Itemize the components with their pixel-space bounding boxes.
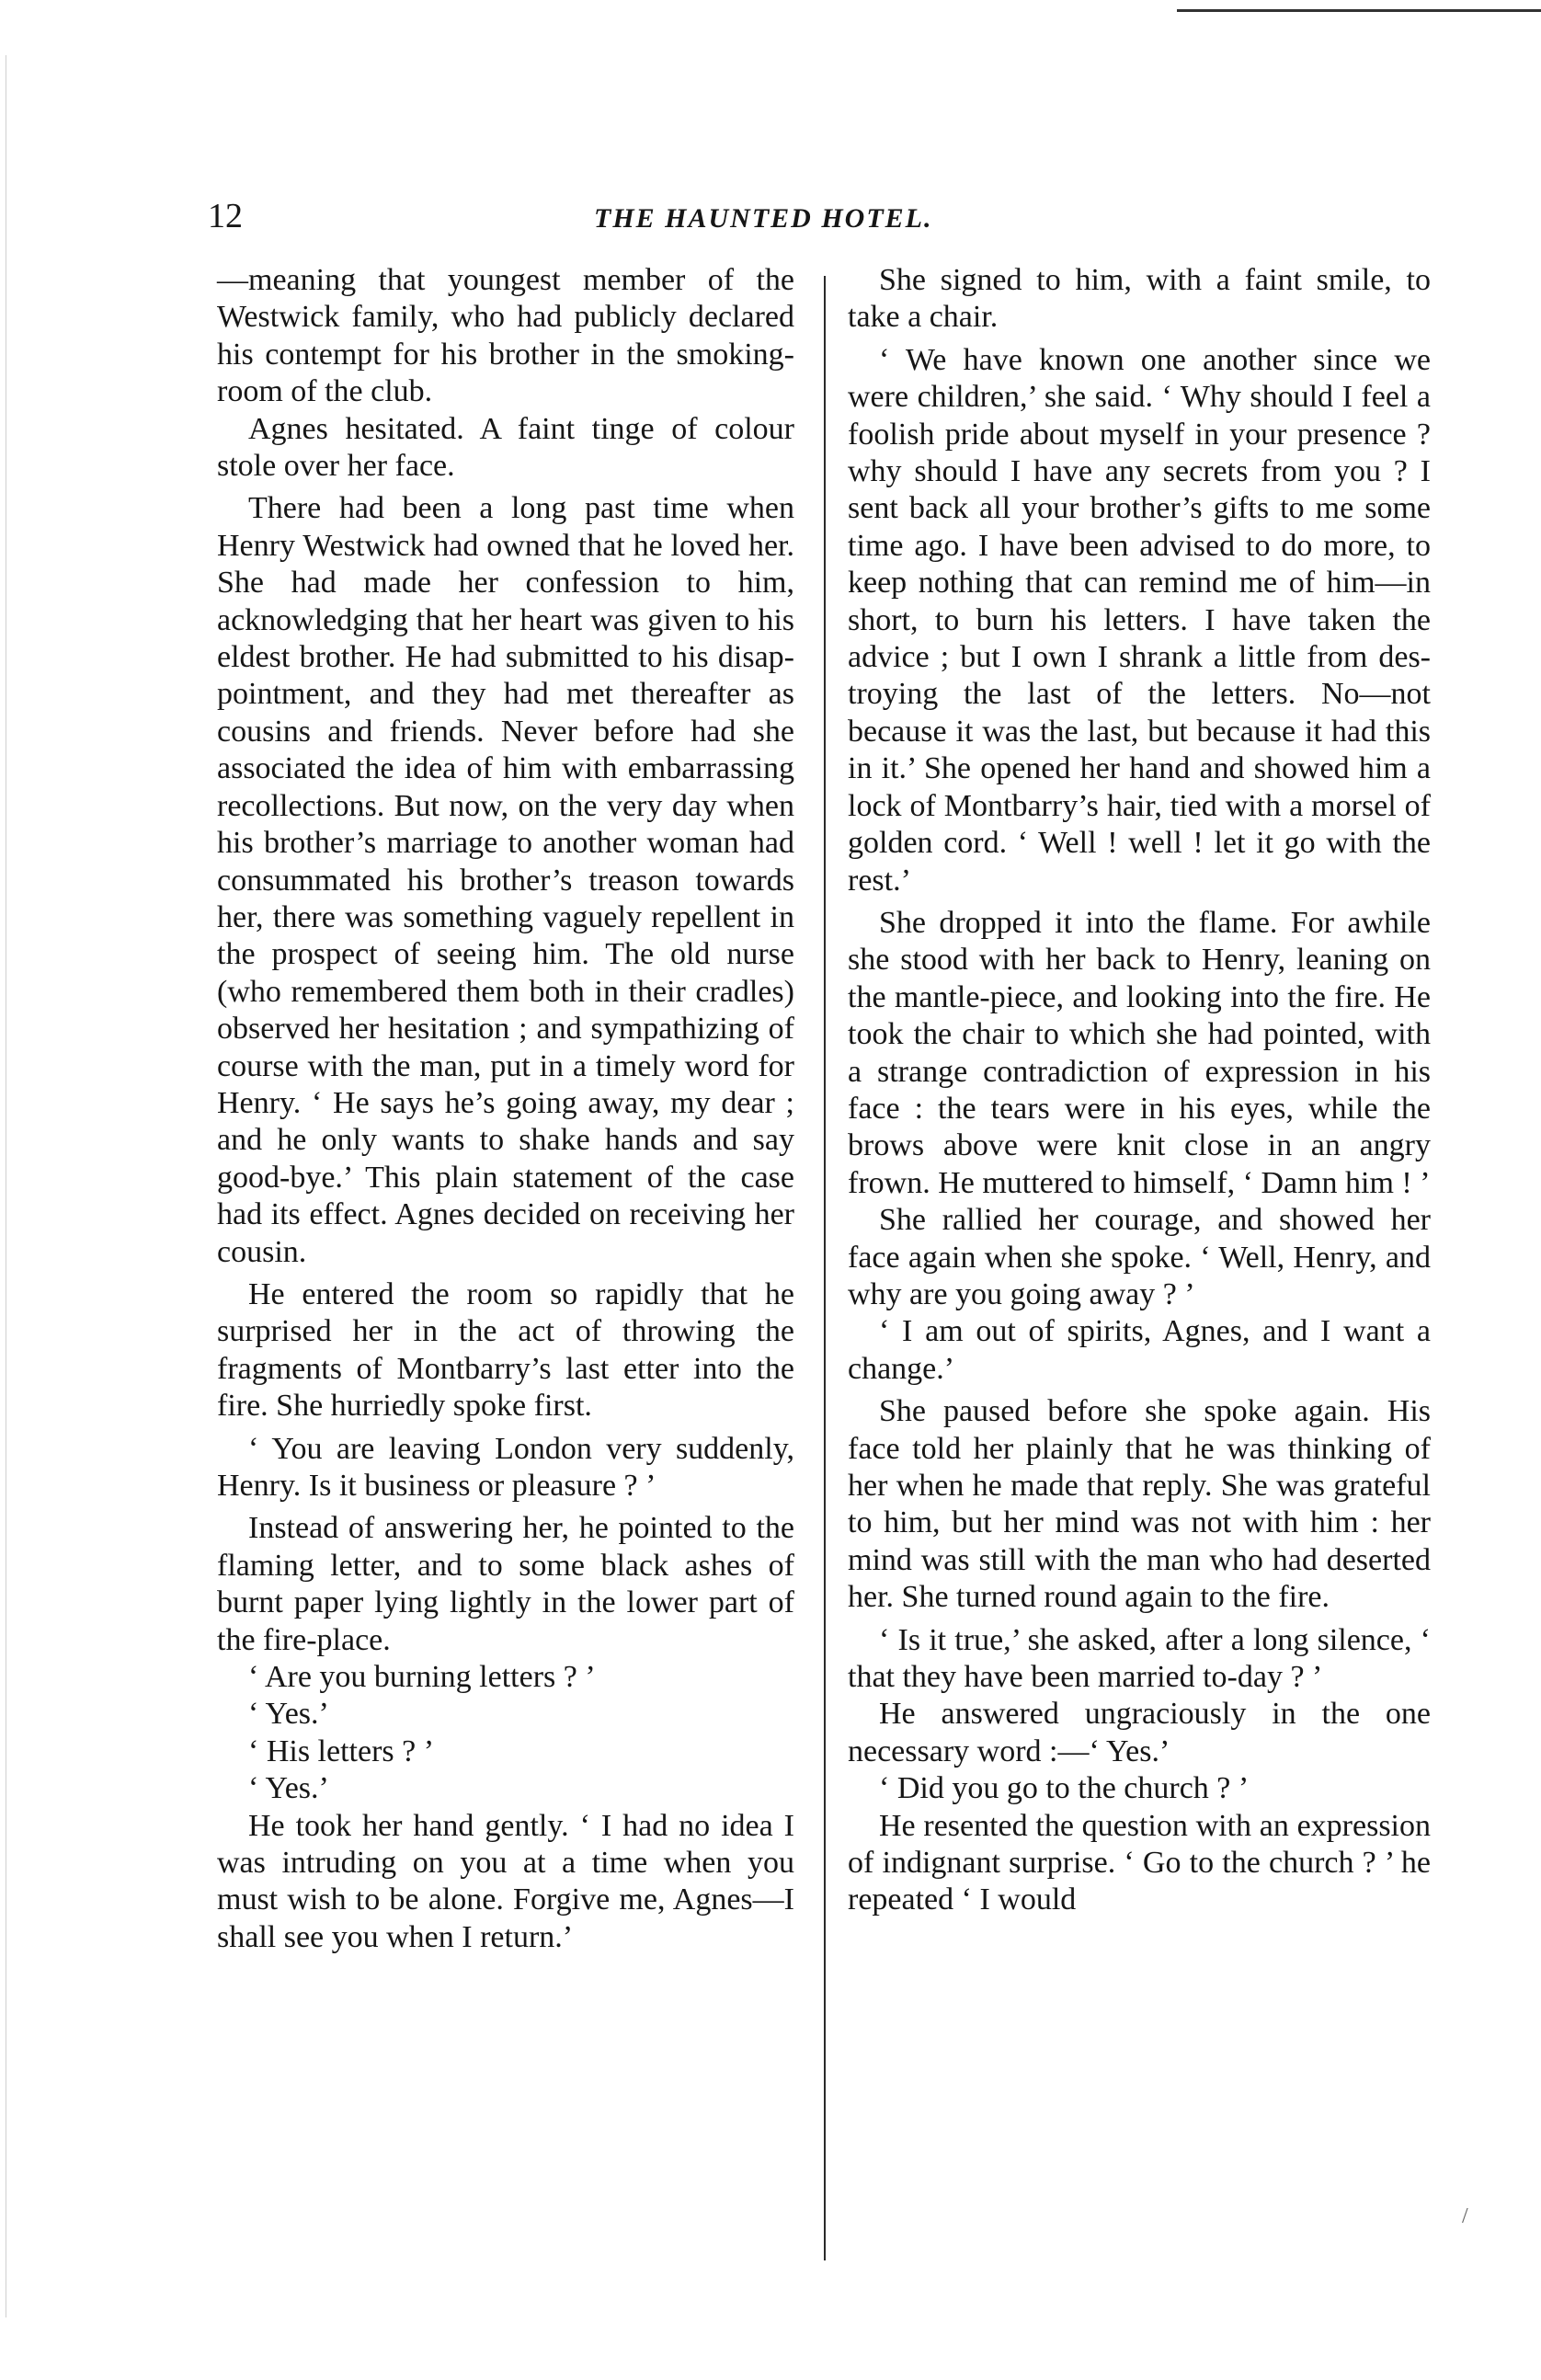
paragraph: She dropped it into the flame. For awhile she stood with her back to Henry, leaning on the mantle-piece, and looking into the fire. He took the chair to which she had pointed, with a strange contradiction of expression in his face : the tears were in his eyes, while the brows above were knit close in an angry frown. He muttered to himself, ‘ Damn him ! ’ (848, 905, 1431, 1200)
running-head: THE HAUNTED HOTEL. (594, 203, 933, 234)
paragraph: He took her hand gently. ‘ I had no idea I was intruding on you at a time when you must wish to be alone. Forgive me, Agnes—I shall see you when I return.’ (217, 1808, 794, 1954)
paragraph: ‘ Yes.’ (248, 1697, 329, 1732)
right-column (848, 262, 1431, 1919)
paragraph: ‘ Did you go to the church ? ’ (879, 1771, 1250, 1806)
margin-mark: / (1462, 2204, 1468, 2228)
paragraph: ‘ Is it true,’ she asked, after a long silence, ‘ that they have been married to-day ? ’ (848, 1622, 1431, 1695)
paragraph: Instead of answering her, he pointed to the flaming letter, and to some black ashes of burnt paper lying lightly in the lower part of the fire-place. (217, 1511, 794, 1657)
top-border-rule (1177, 0, 1541, 12)
paragraph: She signed to him, with a faint smile, to take a chair. (848, 263, 1431, 335)
column-divider (824, 276, 826, 2260)
paragraph: ‘ His letters ? ’ (248, 1734, 435, 1768)
paragraph: He answered ungraciously in the one necessary word :—‘ Yes.’ (848, 1697, 1431, 1768)
paragraph: ‘ Are you burning letters ? ’ (248, 1660, 596, 1695)
paragraph: —meaning that youngest member of the Westwick family, who had publicly declared his contempt for his brother in the smoking-room of the club. (217, 263, 794, 409)
page-number: 12 (208, 197, 243, 235)
paragraph: ‘ I am out of spirits, Agnes, and I want a change.’ (848, 1314, 1431, 1386)
paragraph: He entered the room so rapidly that he surprised her in the act of throwing the fragments of Montbarry’s last etter into the fire. She hurriedly spoke first. (217, 1276, 794, 1424)
paragraph: Agnes hesitated. A faint tinge of colour stole over her face. (217, 411, 794, 484)
paragraph: ‘ Yes.’ (248, 1771, 329, 1806)
left-column (217, 262, 794, 1956)
paragraph: ‘ We have known one another since we were children,’ she said. ‘ Why should I feel a foolish pride about myself in your presence ? why should I have any secrets from you ? I sent back all your brother’s gifts to me some time ago. I have been advised to do more, to keep nothing that can remind me of him—in short, to burn his letters. I have taken the advice ; but I own I shrank a little from destroying the last of the letters. No—not because it was the last, but because it had this in it.’ She opened her hand and showed him a lock of Montbarry’s hair, tied with a morsel of golden cord. ‘ Well ! well ! let it go with the rest.’ (848, 342, 1431, 898)
paragraph: He resented the question with an expression of indignant surprise. ‘ Go to the church ? ’ he repeated ‘ I would (848, 1808, 1431, 1917)
paragraph: There had been a long past time when Henry Westwick had owned that he loved her. She had made her confession to him, acknowledging that her heart was given to his eldest brother. He had submitted to his disappointment, and they had met thereafter as cousins and friends. Never before had she associated the idea of him with embarrassing recollections. But now, on the very day when his brother’s marriage to another woman had consummated his brother’s treason towards her, there was something vaguely repellent in the prospect of seeing him. The old nurse (who remembered them both in their cradles) observed her hesitation ; and sympathizing of course with the man, put in a timely word for Henry. ‘ He says he’s going away, my dear ; and he only wants to shake hands and say good-bye.’ This plain statement of the case had its effect. Agnes decided on receiving her cousin. (217, 491, 794, 1269)
paragraph: She paused before she spoke again. His face told her plainly that he was thinking of her when he made that reply. She was grateful to him, but her mind was not with him : her mind was still with the man who had deserted her. She turned round again to the fire. (848, 1394, 1431, 1615)
paragraph: ‘ You are leaving London very suddenly, Henry. Is it business or pleasure ? ’ (217, 1431, 794, 1503)
paragraph: She rallied her courage, and showed her face again when she spoke. ‘ Well, Henry, and why are you going away ? ’ (848, 1203, 1431, 1311)
